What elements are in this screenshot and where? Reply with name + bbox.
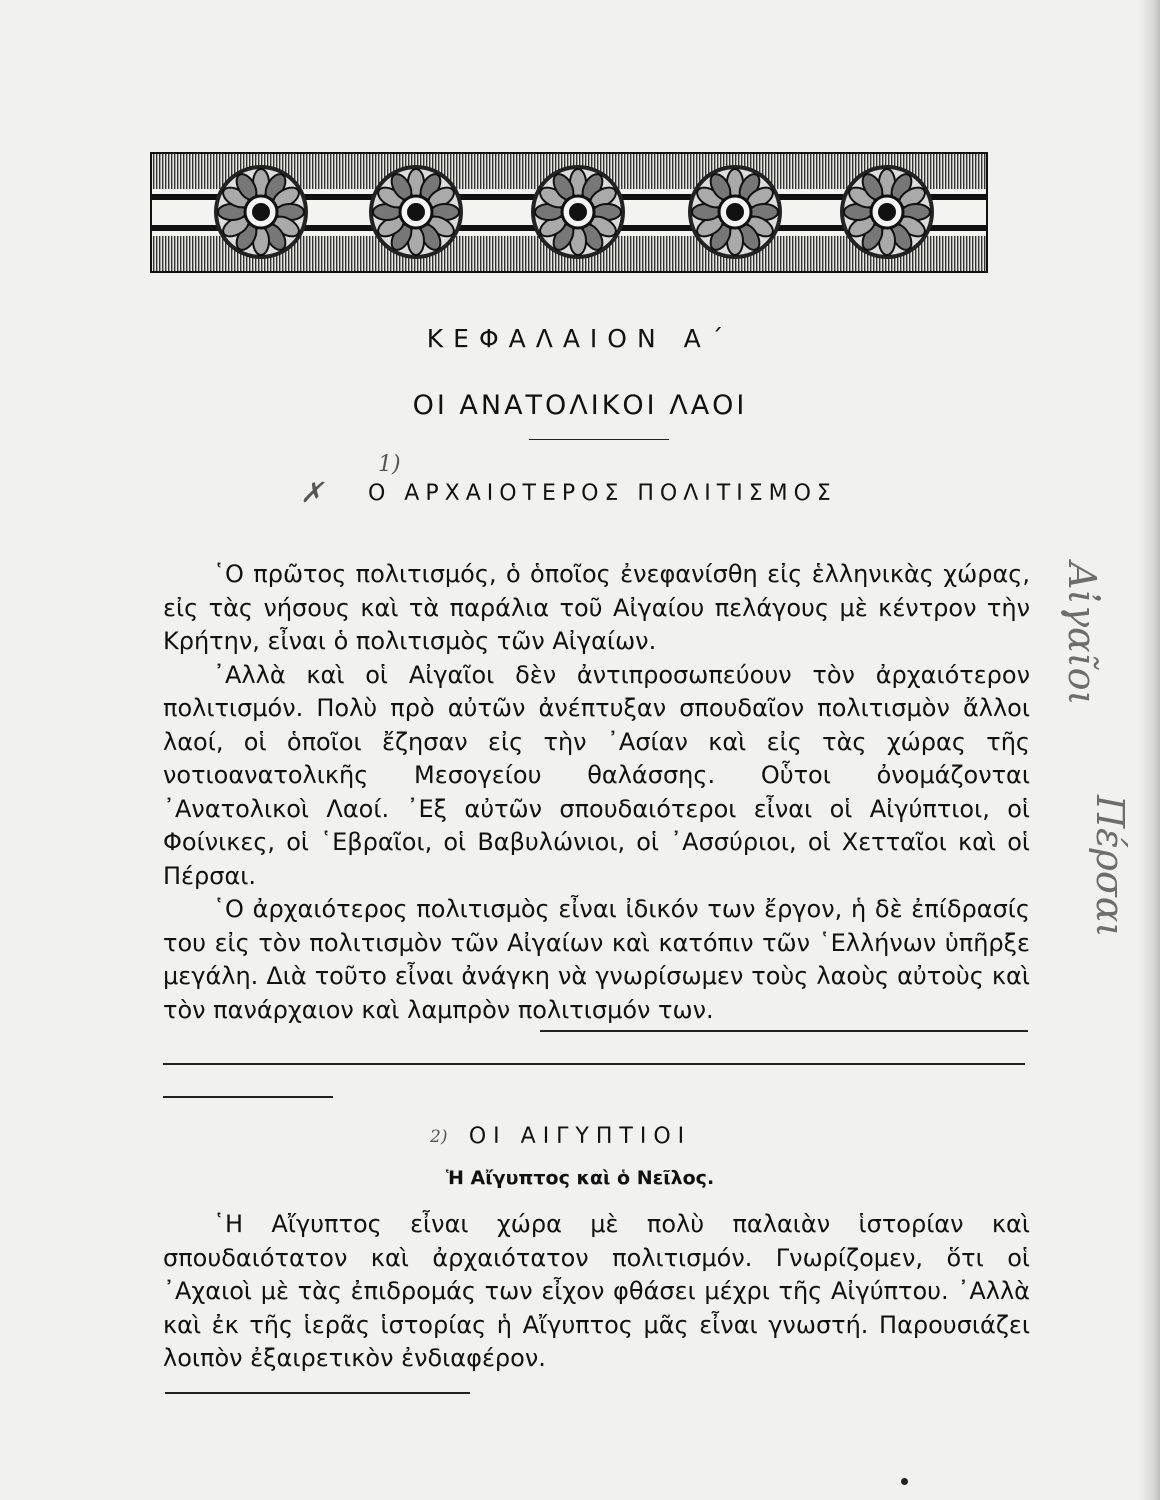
rosette-icon <box>840 165 934 259</box>
section-body <box>163 1208 1030 1376</box>
paragraph: ᾿Αλλὰ καὶ οἱ Αἰγαῖοι δὲν ἀντιπροσωπεύουν τὸν ἀρχαιότερον πολιτισμόν. Πολὺ πρὸ αὐτῶν ἀνέπτυξαν σπουδαῖον πολιτισμὸν ἄλλοι λαοί, οἱ ὁποῖοι ἔζησαν εἰς τὴν ᾿Ασίαν καὶ εἰς τὰς χώρας τῆς νοτιοανατολικῆς Μεσογείου θαλάσσης. Οὗτοι ὀνομάζονται ᾿Ανατολικοὶ Λαοί. ᾿Εξ αὐτῶν σπουδαιότεροι εἶναι οἱ Αἰγύπτιοι, οἱ Φοίνικες, οἱ ῾Εβραῖοι, οἱ Βαβυλώνιοι, οἱ ᾿Ασσύριοι, οἱ Χετταῖοι καὶ οἱ Πέρσαι. <box>163 660 1030 890</box>
handwritten-margin-note: Πέρσαι <box>1088 795 1132 938</box>
section-number-annotation: 2) <box>430 1127 448 1147</box>
chapter-title: ΟΙ ΑΝΑΤΟΛΙΚΟΙ ΛΑΟΙ <box>412 390 748 421</box>
section-body <box>163 558 1030 1027</box>
rosette-icon <box>531 165 625 259</box>
section-number-annotation: 1) <box>378 452 401 477</box>
title-divider <box>529 439 669 440</box>
pencil-strikethrough <box>163 1063 1025 1065</box>
pencil-strikethrough <box>540 1030 1028 1032</box>
section-heading: Ο ΑΡΧΑΙΟΤΕΡΟΣ ΠΟΛΙΤΙΣΜΟΣ <box>368 481 837 506</box>
handwritten-margin-note: Αἰγαῖοι <box>1060 562 1104 706</box>
pencil-strikethrough <box>165 1392 470 1394</box>
rosette-icon <box>214 165 308 259</box>
chapter-label: ΚΕΦΑΛΑΙΟΝ Α΄ <box>426 324 734 353</box>
paragraph: ῾Η Αἴγυπτος εἶναι χώρα μὲ πολὺ παλαιὰν ἱστορίαν καὶ σπουδαιότατον καὶ ἀρχαιότατον πολιτισμόν. Γνωρίζομεν, ὅτι οἱ ᾿Αχαιοὶ μὲ τὰς ἐπιδρομάς των εἶχον φθάσει μέχρι τῆς Αἰγύπτου. ᾿Αλλὰ καὶ ἐκ τῆς ἱερᾶς ἱστορίας ἡ Αἴγυπτος μᾶς εἶναι γνωστή. Παρουσιάζει λοιπὸν ἐξαιρετικὸν ἐνδιαφέρον. <box>163 1210 1030 1372</box>
rosette-icon <box>688 165 782 259</box>
page-edge-shadow <box>1138 0 1160 1500</box>
rosette-icon <box>369 165 463 259</box>
pencil-strikethrough <box>163 1096 333 1098</box>
paragraph: ῾Ο ἀρχαιότερος πολιτισμὸς εἶναι ἰδικόν των ἔργον, ἡ δὲ ἐπίδρασίς του εἰς τὸν πολιτισμὸν τῶν Αἰγαίων καὶ κατόπιν τῶν ῾Ελλήνων ὑπῆρξε μεγάλη. Διὰ τοῦτο εἶναι ἀνάγκη νὰ γνωρίσωμεν τοὺς λαοὺς αὐτοὺς καὶ τὸν πανάρχαιον καὶ λαμπρὸν πολιτισμόν των. <box>163 895 1030 1024</box>
paragraph: ῾Ο πρῶτος πολιτισμός, ὁ ὁποῖος ἐνεφανίσθη εἰς ἑλληνικὰς χώρας, εἰς τὰς νήσους καὶ τὰ παράλια τοῦ Αἰγαίου πελάγους μὲ κέντρον τὴν Κρήτην, εἶναι ὁ πολιτισμὸς τῶν Αἰγαίων. <box>163 560 1030 655</box>
section-heading: ΟΙ ΑΙΓΥΠΤΙΟΙ <box>468 1124 692 1149</box>
rosette-frieze-ornament <box>150 152 988 273</box>
subsection-heading: Ἡ Αἴγυπτος καὶ ὁ Νεῖλος. <box>445 1167 715 1189</box>
handwritten-cross-mark: ✗ <box>300 476 324 509</box>
ink-dot <box>901 1478 908 1485</box>
